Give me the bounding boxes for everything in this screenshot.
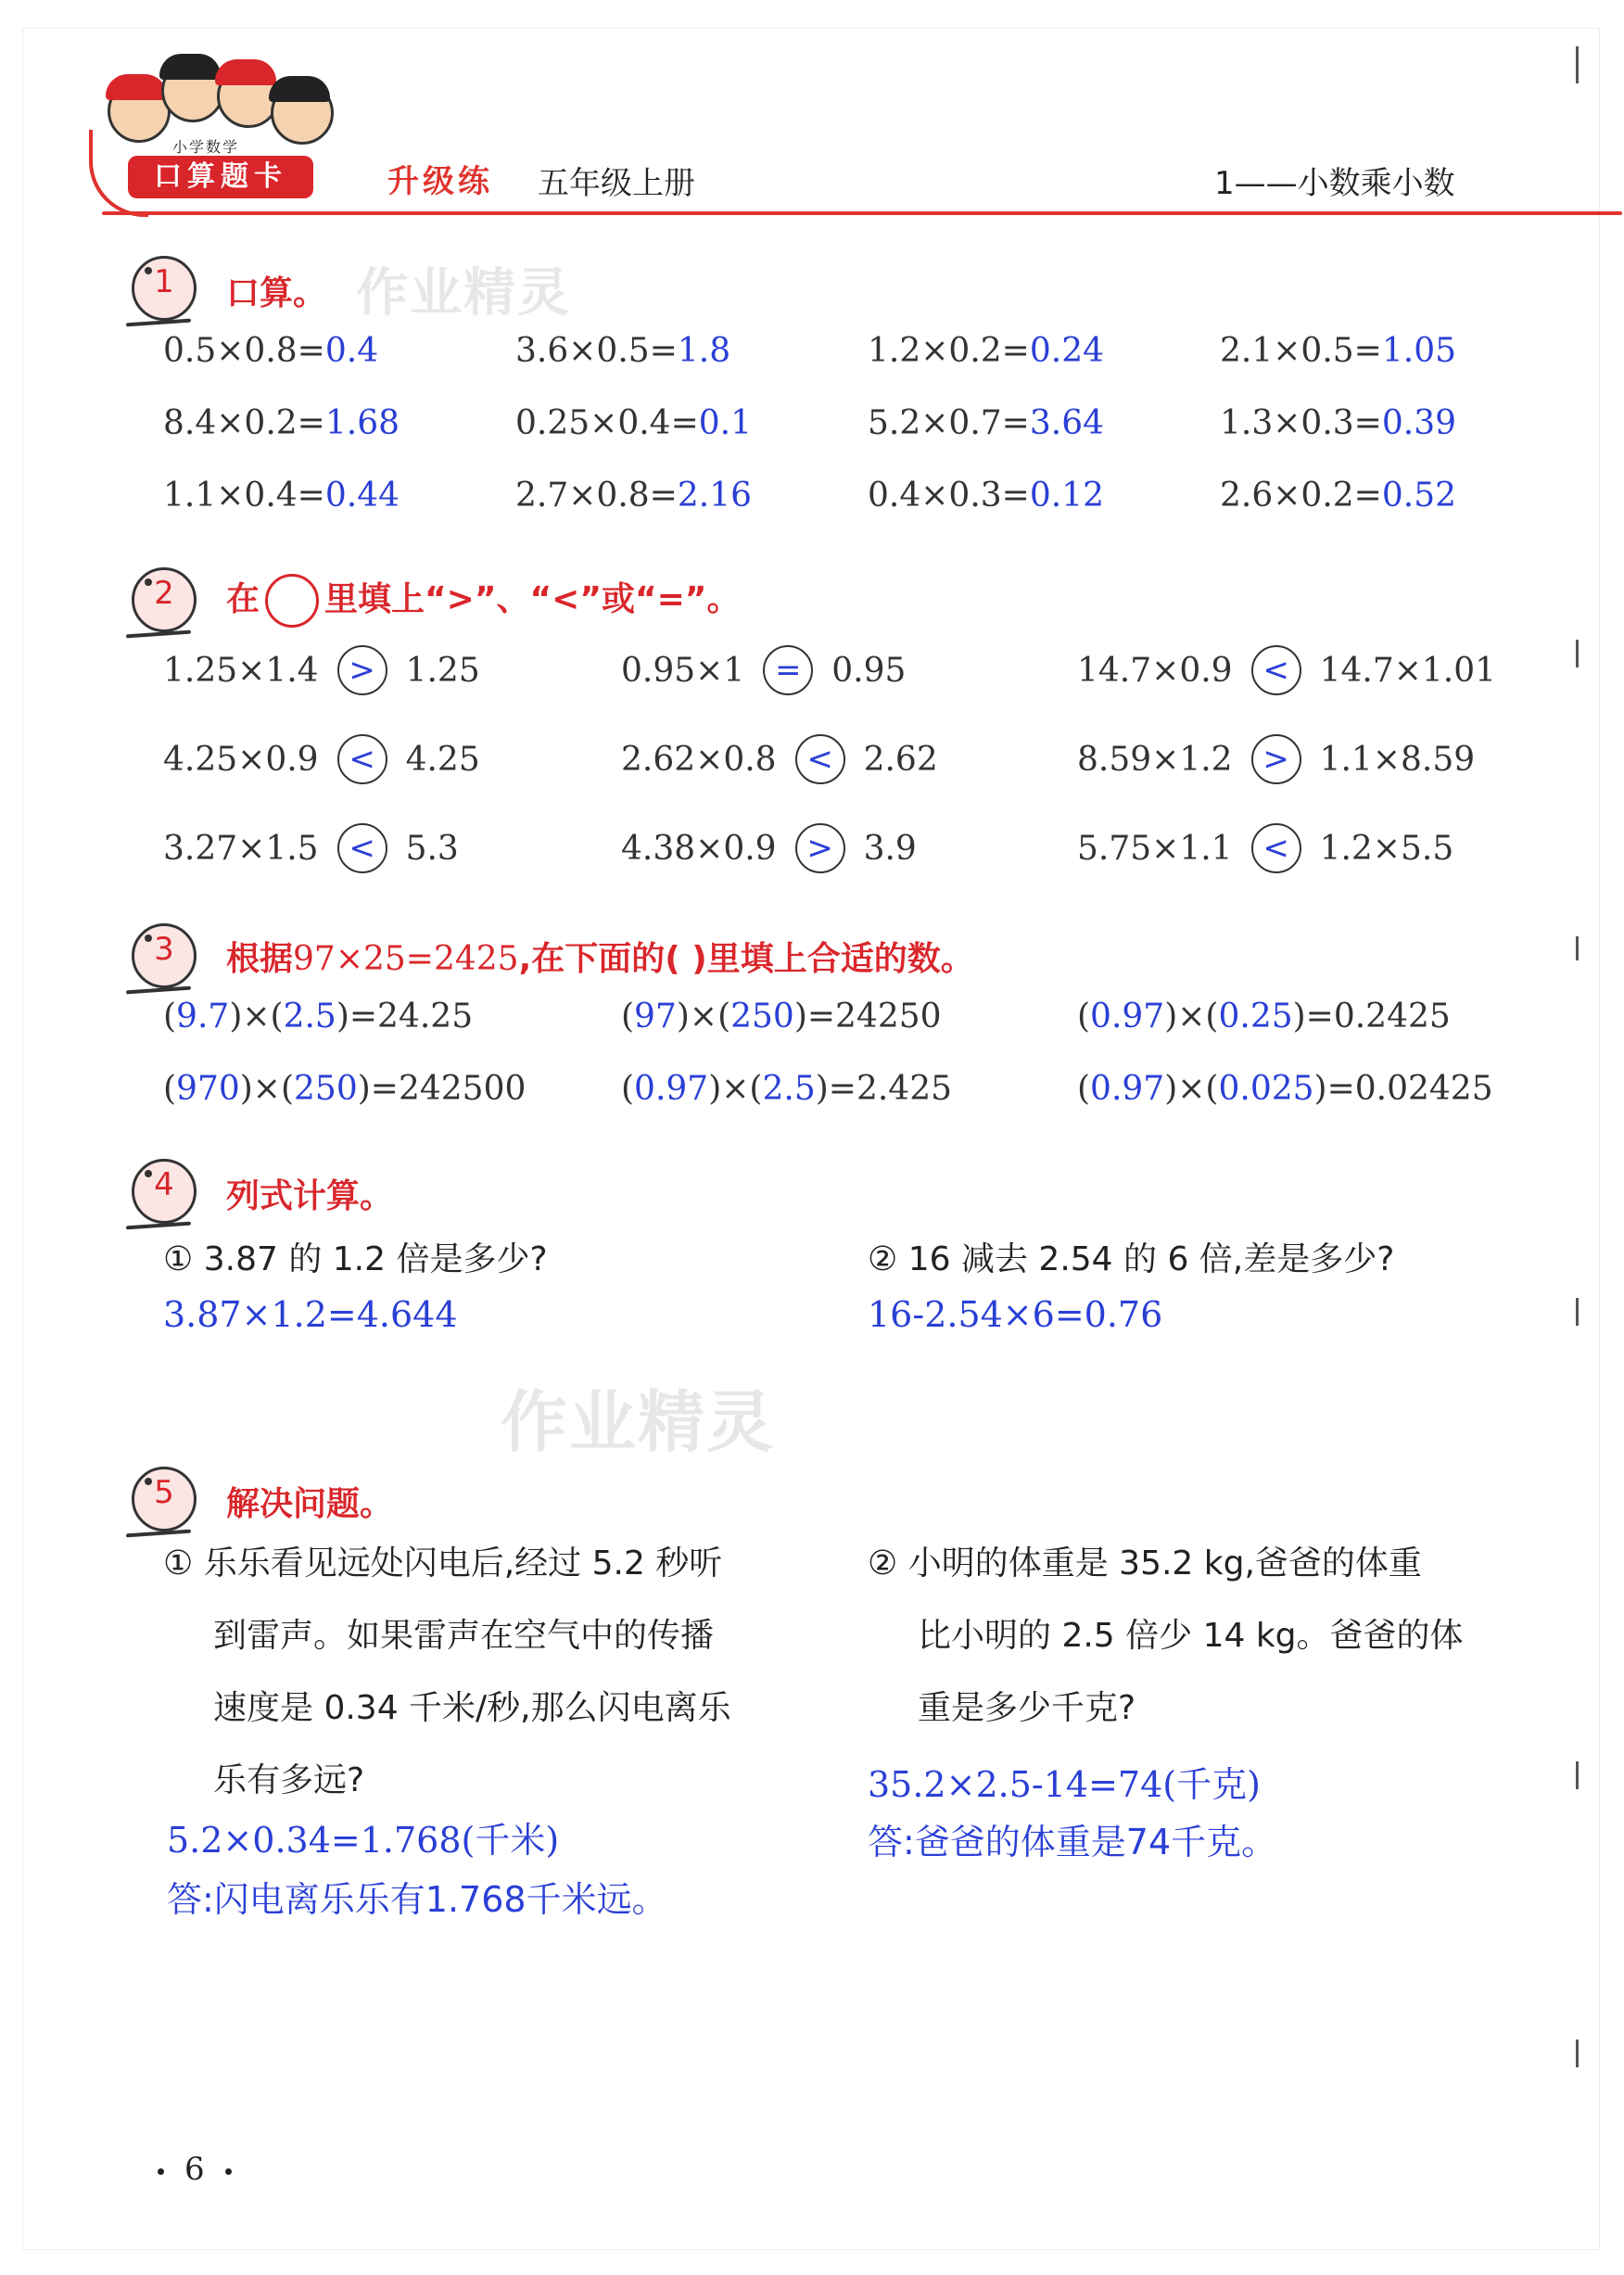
comparison-right: 3.9 xyxy=(863,829,917,868)
paren-open: ( xyxy=(1077,1070,1091,1108)
edge-mark xyxy=(1576,936,1579,960)
equation-question: 1.3×0.3= xyxy=(1220,404,1382,442)
comparison-item xyxy=(621,645,906,695)
calc-question-2: ② 16 减去 2.54 的 6 倍,差是多少? xyxy=(868,1240,1395,1278)
oral-equation xyxy=(868,404,1104,442)
problem-2-line-2: 比小明的 2.5 倍少 14 kg。爸爸的体 xyxy=(918,1617,1464,1655)
equation-answer: 0.44 xyxy=(324,477,400,515)
equation-answer: 3.64 xyxy=(1029,404,1104,442)
oral-equation xyxy=(515,332,730,370)
fill-result: =0.2425 xyxy=(1305,998,1451,1036)
problem-2-line-3: 重是多少千克? xyxy=(918,1689,1136,1727)
comparison-sign: < xyxy=(1251,823,1301,873)
paren-close: ) xyxy=(1313,1070,1327,1108)
edge-mark xyxy=(1576,1761,1579,1789)
fill-in-equation xyxy=(621,998,942,1036)
section-title-1: 口算。 xyxy=(226,274,327,312)
problem-2-reply: 答:爸爸的体重是74千克。 xyxy=(868,1822,1277,1862)
section-title-2: 在 里填上“>”、“<”或“=”。 xyxy=(226,573,740,628)
grade-label: 五年级上册 xyxy=(538,165,695,202)
fill-answer-b: 2.5 xyxy=(283,998,336,1036)
comparison-sign: < xyxy=(1251,645,1301,695)
comparison-left: 4.25×0.9 xyxy=(163,740,319,779)
logo-small-text: 小学数学 xyxy=(172,138,240,156)
fill-in-equation xyxy=(163,1070,526,1108)
fill-in-equation xyxy=(163,998,473,1036)
comparison-right: 4.25 xyxy=(405,740,480,779)
comparison-left: 4.38×0.9 xyxy=(621,829,777,868)
oral-equation xyxy=(163,477,400,515)
comparison-sign: < xyxy=(337,734,387,784)
equation-answer: 0.39 xyxy=(1381,404,1456,442)
comparison-right: 14.7×1.01 xyxy=(1319,651,1497,690)
paren-open: ( xyxy=(621,1070,635,1108)
equation-answer: 0.52 xyxy=(1381,477,1456,515)
comparison-sign: > xyxy=(337,645,387,695)
fill-answer-b: 2.5 xyxy=(762,1070,816,1108)
paren-open: ( xyxy=(1077,998,1091,1036)
fill-result: =2.425 xyxy=(828,1070,953,1108)
problem-1-answer: 5.2×0.34=1.768(千米) xyxy=(167,1820,560,1861)
edge-mark xyxy=(1576,2040,1579,2067)
comparison-sign: = xyxy=(763,645,813,695)
equation-question: 1.1×0.4= xyxy=(163,477,325,515)
comparison-left: 0.95×1 xyxy=(621,651,745,690)
paren-close: ) xyxy=(793,998,807,1036)
comparison-item xyxy=(1077,645,1496,695)
logo-banner: 口算题卡 xyxy=(128,156,313,198)
equation-question: 3.6×0.5= xyxy=(515,332,678,370)
equation-answer: 0.12 xyxy=(1029,477,1104,515)
paren-close: ) xyxy=(357,1070,371,1108)
paren-times: )×( xyxy=(1164,1070,1219,1108)
comparison-right: 0.95 xyxy=(831,651,907,690)
fill-answer-a: 97 xyxy=(634,998,677,1036)
comparison-right: 2.62 xyxy=(863,740,938,779)
problem-1-line-3: 速度是 0.34 千米/秒,那么闪电离乐 xyxy=(213,1689,731,1727)
paren-close: ) xyxy=(1292,998,1306,1036)
oral-equation xyxy=(163,404,400,442)
comparison-item xyxy=(621,734,938,784)
section-badge-3: 3 xyxy=(122,918,195,999)
problem-1-line-1: ① 乐乐看见远处闪电后,经过 5.2 秒听 xyxy=(163,1544,723,1582)
calc-answer-2: 16-2.54×6=0.76 xyxy=(868,1294,1163,1335)
paren-close: ) xyxy=(815,1070,829,1108)
fill-answer-b: 250 xyxy=(294,1070,358,1108)
equation-answer: 0.24 xyxy=(1029,332,1104,370)
oral-equation xyxy=(1220,332,1456,370)
comparison-item xyxy=(163,734,480,784)
equation-question: 0.5×0.8= xyxy=(163,332,325,370)
fill-answer-a: 0.97 xyxy=(634,1070,709,1108)
calc-question-1: ① 3.87 的 1.2 倍是多少? xyxy=(163,1240,548,1278)
problem-1-line-2: 到雷声。如果雷声在空气中的传播 xyxy=(213,1617,715,1655)
problem-1-line-4: 乐有多远? xyxy=(213,1761,365,1799)
oral-equation xyxy=(1220,477,1456,515)
problem-1-reply: 答:闪电离乐乐有1.768千米远。 xyxy=(167,1879,667,1920)
equation-question: 2.6×0.2= xyxy=(1220,477,1382,515)
calc-answer-1: 3.87×1.2=4.644 xyxy=(163,1294,458,1335)
header-rule xyxy=(102,211,1622,215)
watermark-middle: 作业精灵 xyxy=(501,1383,776,1461)
edge-mark xyxy=(1576,640,1579,667)
equation-question: 0.25×0.4= xyxy=(515,404,699,442)
fill-answer-b: 0.025 xyxy=(1218,1070,1314,1108)
comparison-sign: > xyxy=(795,823,845,873)
paren-open: ( xyxy=(163,1070,177,1108)
paren-open: ( xyxy=(163,998,177,1036)
fill-result: =24.25 xyxy=(349,998,474,1036)
equation-answer: 2.16 xyxy=(677,477,752,515)
edge-mark xyxy=(1576,1298,1579,1326)
comparison-item xyxy=(621,823,917,873)
edge-mark xyxy=(1576,46,1579,83)
comparison-sign: < xyxy=(337,823,387,873)
unit-label: 1——小数乘小数 xyxy=(1214,165,1455,202)
equation-answer: 0.1 xyxy=(698,404,753,442)
comparison-item xyxy=(163,645,480,695)
paren-times: )×( xyxy=(1164,998,1219,1036)
oral-equation xyxy=(1220,404,1456,442)
problem-2-line-1: ② 小明的体重是 35.2 kg,爸爸的体重 xyxy=(868,1544,1422,1582)
series-label: 升级练 xyxy=(387,163,493,200)
paren-times: )×( xyxy=(708,1070,763,1108)
equation-answer: 1.05 xyxy=(1381,332,1456,370)
fill-answer-a: 970 xyxy=(176,1070,240,1108)
fill-in-equation xyxy=(621,1070,952,1108)
comparison-item xyxy=(163,823,459,873)
equation-question: 2.7×0.8= xyxy=(515,477,678,515)
section-badge-5: 5 xyxy=(122,1461,195,1543)
oral-equation xyxy=(868,332,1104,370)
equation-question: 2.1×0.5= xyxy=(1220,332,1382,370)
page-number: 6 xyxy=(158,2151,252,2188)
section-badge-1: 1 xyxy=(122,250,195,332)
fill-answer-b: 250 xyxy=(730,998,794,1036)
problem-2-answer: 35.2×2.5-14=74(千克) xyxy=(868,1764,1261,1805)
paren-close: ) xyxy=(336,998,349,1036)
fill-result: =0.02425 xyxy=(1326,1070,1493,1108)
comparison-left: 2.62×0.8 xyxy=(621,740,777,779)
paren-times: )×( xyxy=(229,998,284,1036)
equation-question: 5.2×0.7= xyxy=(868,404,1030,442)
oral-equation xyxy=(163,332,378,370)
fill-answer-b: 0.25 xyxy=(1218,998,1293,1036)
oral-equation xyxy=(515,404,752,442)
paren-times: )×( xyxy=(239,1070,295,1108)
comparison-left: 5.75×1.1 xyxy=(1077,829,1233,868)
oral-equation xyxy=(515,477,752,515)
comparison-sign: < xyxy=(795,734,845,784)
comparison-right: 1.2×5.5 xyxy=(1319,829,1454,868)
fill-answer-a: 9.7 xyxy=(176,998,230,1036)
fill-answer-a: 0.97 xyxy=(1090,998,1165,1036)
equation-answer: 0.4 xyxy=(324,332,379,370)
comparison-item xyxy=(1077,734,1475,784)
section-badge-4: 4 xyxy=(122,1153,195,1235)
watermark-top: 作业精灵 xyxy=(356,263,571,324)
comparison-left: 8.59×1.2 xyxy=(1077,740,1233,779)
comparison-right: 1.1×8.59 xyxy=(1319,740,1476,779)
equation-question: 8.4×0.2= xyxy=(163,404,325,442)
comparison-left: 1.25×1.4 xyxy=(163,651,319,690)
equation-question: 1.2×0.2= xyxy=(868,332,1030,370)
fill-answer-a: 0.97 xyxy=(1090,1070,1165,1108)
comparison-right: 1.25 xyxy=(405,651,480,690)
oral-equation xyxy=(868,477,1104,515)
section-title-5: 解决问题。 xyxy=(226,1485,394,1523)
paren-times: )×( xyxy=(676,998,731,1036)
equation-question: 0.4×0.3= xyxy=(868,477,1030,515)
fill-in-equation xyxy=(1077,998,1451,1036)
blank-circle-icon xyxy=(265,574,319,628)
comparison-item xyxy=(1077,823,1453,873)
paren-open: ( xyxy=(621,998,635,1036)
comparison-left: 14.7×0.9 xyxy=(1077,651,1233,690)
book-logo xyxy=(108,54,386,211)
fill-result: =242500 xyxy=(370,1070,527,1108)
section-title-4: 列式计算。 xyxy=(226,1177,394,1215)
fill-result: =24250 xyxy=(806,998,942,1036)
equation-answer: 1.8 xyxy=(677,332,731,370)
fill-in-equation xyxy=(1077,1070,1493,1108)
section-title-3: 根据97×25=2425,在下面的( )里填上合适的数。 xyxy=(226,940,974,978)
comparison-left: 3.27×1.5 xyxy=(163,829,319,868)
comparison-right: 5.3 xyxy=(405,829,459,868)
comparison-sign: > xyxy=(1251,734,1301,784)
equation-answer: 1.68 xyxy=(324,404,400,442)
section-badge-2: 2 xyxy=(122,562,195,643)
